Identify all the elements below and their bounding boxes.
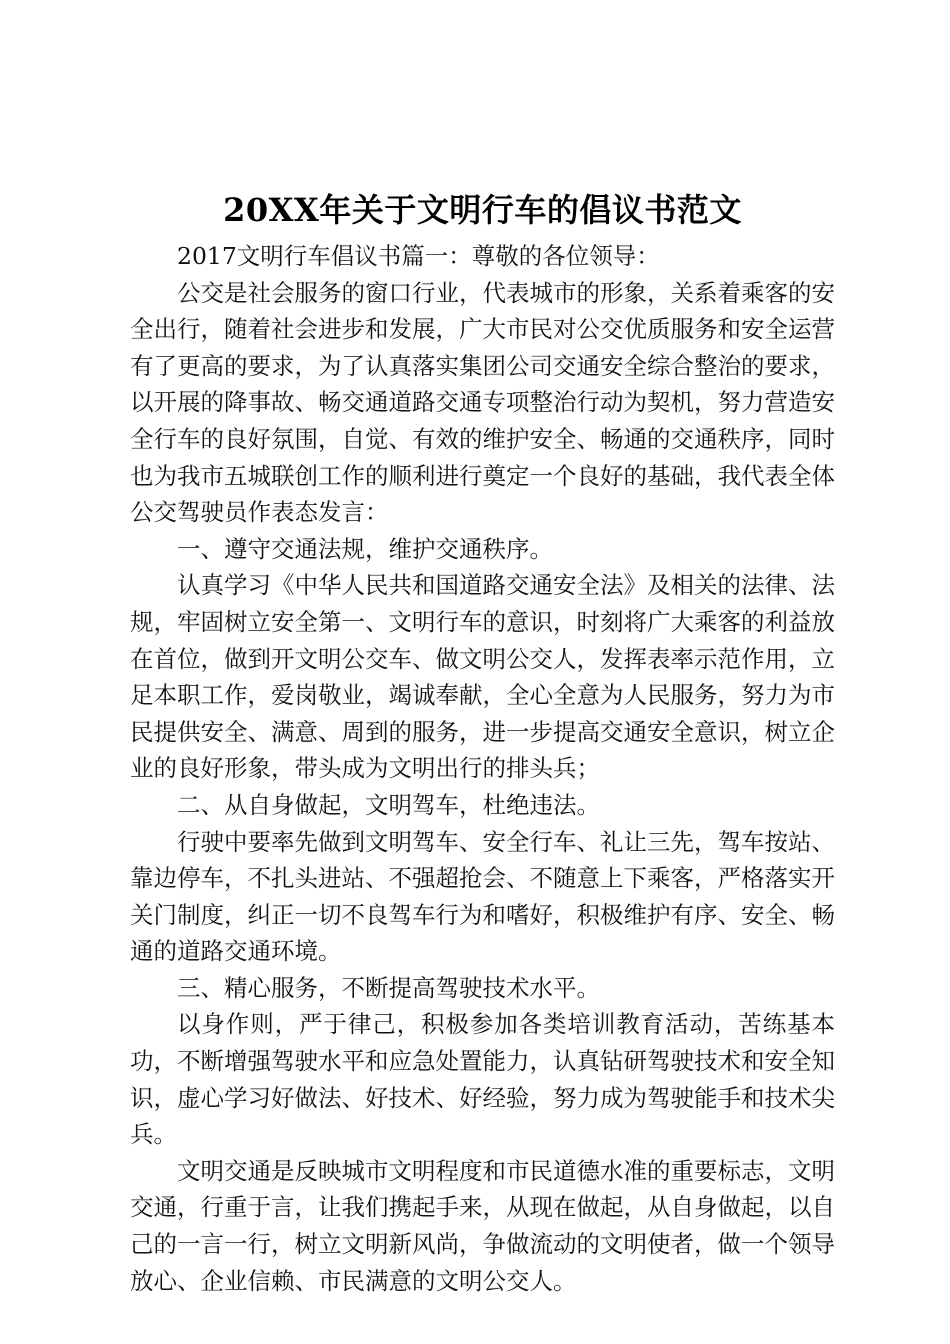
section-heading-3: 三、精心服务，不断提高驾驶技术水平。 xyxy=(177,973,600,1002)
paragraph-section-1: 认真学习《中华人民共和国道路交通安全法》及相关的法律、法规，牢固树立安全第一、文明行车的意识，时刻将广大乘客的利益放在首位，做到开文明公交车、做文明公交人，发挥表率示范作用，立足本职工作，爱岗敬业，竭诚奉献，全心全意为人民服务，努力为市民提供安全、满意、周到的服务，进一步提高交通安全意识，树立企业的良好形象，带头成为文明出行的排头兵； xyxy=(130,571,835,783)
paragraph-greeting: 2017文明行车倡议书篇一：尊敬的各位领导： xyxy=(177,242,660,270)
paragraph-section-2: 行驶中要率先做到文明驾车、安全行车、礼让三先，驾车按站、靠边停车，不扎头进站、不强超抢会、不随意上下乘客，严格落实开关门制度，纠正一切不良驾车行为和嗜好，积极维护有序、安全、畅通的道路交通环境。 xyxy=(130,827,835,966)
document-body xyxy=(130,188,835,1299)
paragraph-conclusion: 文明交通是反映城市文明程度和市民道德水准的重要标志，文明交通，行重于言，让我们携起手来，从现在做起，从自身做起，以自己的一言一行，树立文明新风尚，争做流动的文明使者，做一个领导放心、企业信赖、市民满意的文明公交人。 xyxy=(130,1156,835,1295)
document-title: 20XX年关于文明行车的倡议书范文 xyxy=(223,191,742,229)
section-heading-2: 二、从自身做起，文明驾车，杜绝违法。 xyxy=(177,790,600,819)
section-heading-1: 一、遵守交通法规，维护交通秩序。 xyxy=(177,534,553,563)
paragraph-intro: 公交是社会服务的窗口行业，代表城市的形象，关系着乘客的安全出行，随着社会进步和发展，广大市民对公交优质服务和安全运营有了更高的要求，为了认真落实集团公司交通安全综合整治的要求，以开展的降事故、畅交通道路交通专项整治行动为契机，努力营造安全行车的良好氛围，自觉、有效的维护安全、畅通的交通秩序，同时也为我市五城联创工作的顺利进行奠定一个良好的基础，我代表全体公交驾驶员作表态发言： xyxy=(130,278,835,527)
paragraph-section-3: 以身作则，严于律己，积极参加各类培训教育活动，苦练基本功，不断增强驾驶水平和应急处置能力，认真钻研驾驶技术和安全知识，虚心学习好做法、好技术、好经验，努力成为驾驶能手和技术尖兵。 xyxy=(130,1010,835,1149)
